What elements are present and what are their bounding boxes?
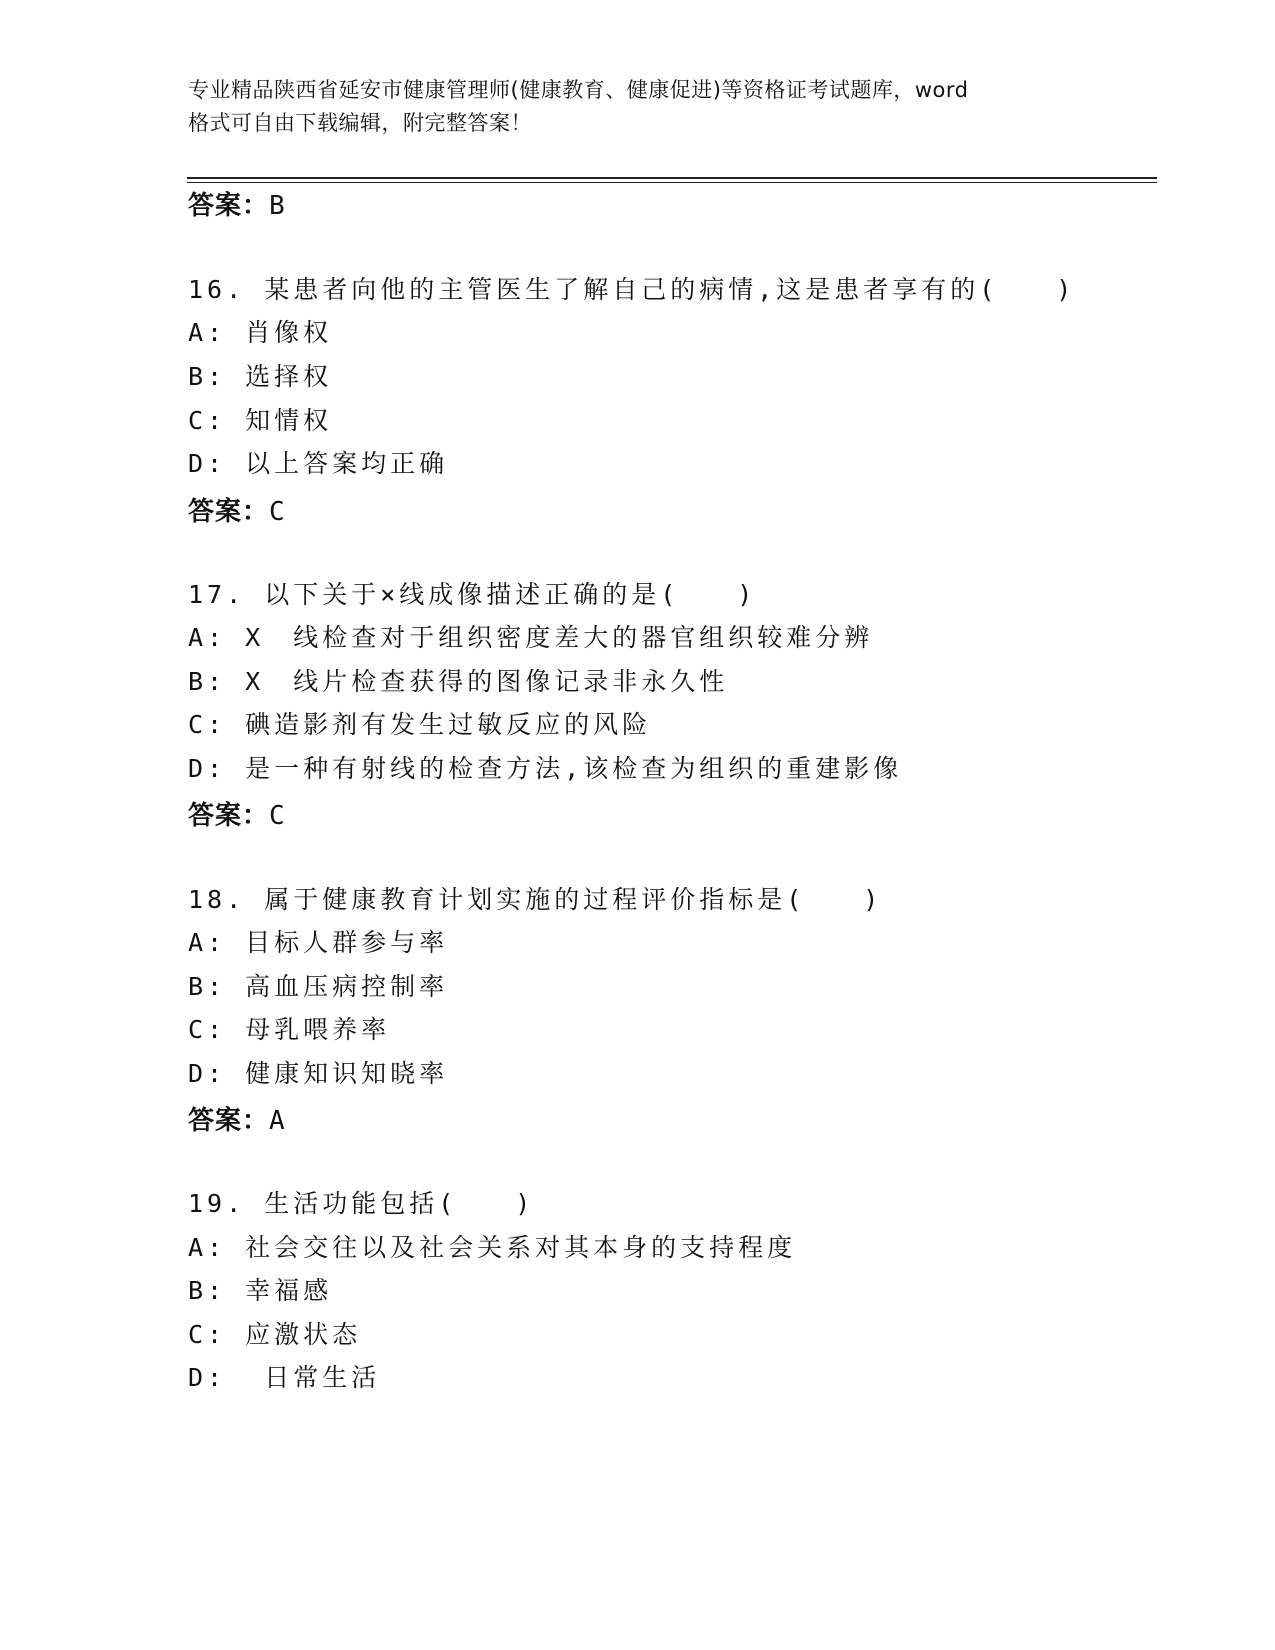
option-b: B: 高血压病控制率 xyxy=(188,972,449,1001)
option-b: B: X 线片检查获得的图像记录非永久性 xyxy=(188,667,729,696)
answer-line xyxy=(188,496,286,528)
header-rule-thin xyxy=(187,182,1157,183)
answer-label: 答案： xyxy=(188,191,270,221)
option-b: B: 选择权 xyxy=(188,362,333,391)
option-c: C: 母乳喂养率 xyxy=(188,1015,391,1044)
answer-line xyxy=(188,1105,286,1137)
option-c: C: 应激状态 xyxy=(188,1320,362,1349)
answer-value: B xyxy=(269,191,286,221)
option-c: C: 碘造影剂有发生过敏反应的风险 xyxy=(188,710,652,739)
answer-value: A xyxy=(269,1106,286,1136)
answer-label: 答案： xyxy=(188,1106,270,1136)
header-line-2: 格式可自由下载编辑，附完整答案！ xyxy=(188,111,532,135)
answer-line xyxy=(188,190,286,222)
option-a: A: 肖像权 xyxy=(188,318,333,347)
answer-label: 答案： xyxy=(188,801,270,831)
option-d: D: 以上答案均正确 xyxy=(188,449,449,478)
option-a: A: 社会交往以及社会关系对其本身的支持程度 xyxy=(188,1233,797,1262)
option-d: D: 健康知识知晓率 xyxy=(188,1059,449,1088)
option-d: D: 是一种有射线的检查方法,该检查为组织的重建影像 xyxy=(188,754,903,783)
question-stem: 19. 生活功能包括( ) xyxy=(188,1189,535,1218)
question-stem: 16. 某患者向他的主管医生了解自己的病情,这是患者享有的( ) xyxy=(188,275,1076,304)
option-a: A: 目标人群参与率 xyxy=(188,928,449,957)
option-d: D: 日常生活 xyxy=(188,1363,381,1392)
answer-label: 答案： xyxy=(188,497,270,527)
option-a: A: X 线检查对于组织密度差大的器官组织较难分辨 xyxy=(188,623,874,652)
question-stem: 17. 以下关于×线成像描述正确的是( ) xyxy=(188,580,757,609)
answer-line xyxy=(188,800,286,832)
answer-value: C xyxy=(269,801,286,831)
question-stem: 18. 属于健康教育计划实施的过程评价指标是( ) xyxy=(188,885,883,914)
header-rule-thick xyxy=(187,177,1157,179)
option-c: C: 知情权 xyxy=(188,406,333,435)
option-b: B: 幸福感 xyxy=(188,1276,333,1305)
document-header xyxy=(188,74,1088,140)
header-line-1: 专业精品陕西省延安市健康管理师(健康教育、健康促进)等资格证考试题库，word xyxy=(188,78,969,102)
answer-value: C xyxy=(269,497,286,527)
